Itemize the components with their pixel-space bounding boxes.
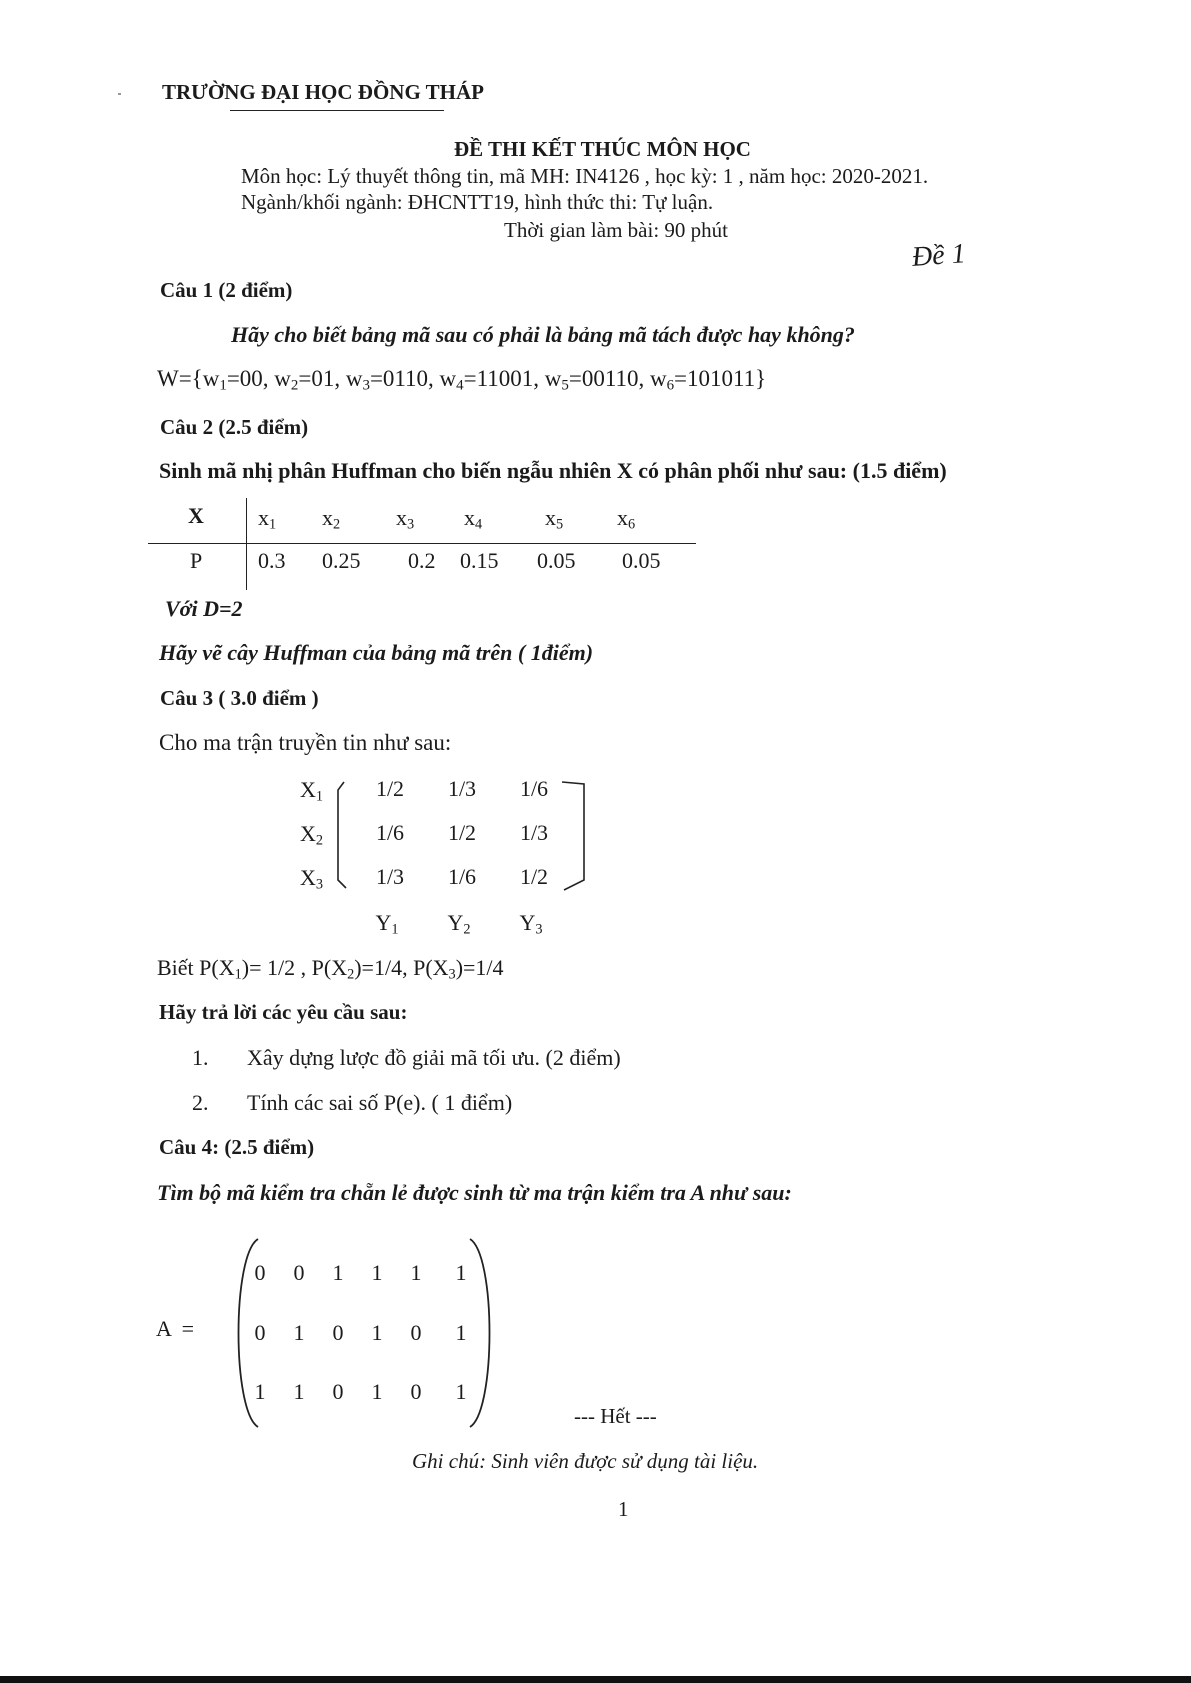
symbol-x6: $x_6$ <box>617 505 636 533</box>
symbol-x5: $x_5$ <box>545 505 564 533</box>
matrix-a-cell: 1 <box>371 1320 383 1345</box>
matrix-a-cell: 1 <box>455 1260 467 1285</box>
matrix-a-cell: 0 <box>293 1260 305 1285</box>
prob-x3: 0.2 <box>408 548 436 573</box>
matrix-a-label: A = <box>156 1316 195 1341</box>
page-number: 1 <box>618 1497 629 1521</box>
col-label-y3: $Y_3$ <box>519 910 543 938</box>
course-line: Môn học: Lý thuyết thông tin, mã MH: IN4126 , học kỳ: 1 , năm học: 2020-2021. <box>241 164 929 188</box>
matrix-a-cell: 1 <box>371 1260 383 1285</box>
q4-prompt: Tìm bộ mã kiểm tra chẵn lẻ được sinh từ ma trận kiểm tra A như sau: <box>157 1180 792 1205</box>
matrix-a-cell: 1 <box>254 1379 266 1404</box>
prob-x2: 0.25 <box>322 548 361 573</box>
matrix-a-cell: 1 <box>410 1260 422 1285</box>
university-name: TRƯỜNG ĐẠI HỌC ĐỒNG THÁP <box>162 80 485 104</box>
matrix-cell: 1/6 <box>519 776 549 801</box>
end-mark: --- Hết --- <box>574 1404 657 1428</box>
col-label-y1: $Y_1$ <box>375 910 399 938</box>
table-vertical-rule <box>246 498 247 590</box>
row-label-x2: $X_2$ <box>300 821 324 849</box>
matrix-cell: 1/3 <box>447 776 477 801</box>
q1-prompt: Hãy cho biết bảng mã sau có phải là bảng mã tách được hay không? <box>231 322 855 347</box>
prob-x4: 0.15 <box>460 548 499 573</box>
q1-code-set: $W=\{w_1=00$, $w_2=01$, $w_3=0110$, $w_4=11001$, $w_5=00110$, $w_6=101011$} <box>157 366 767 394</box>
matrix-a-cell: 0 <box>410 1320 422 1345</box>
q1-heading: Câu 1 (2 điểm) <box>160 278 293 302</box>
symbol-x3: $x_3$ <box>396 505 415 533</box>
matrix-a-cell: 1 <box>293 1320 305 1345</box>
q4-heading: Câu 4: (2.5 điểm) <box>159 1135 315 1159</box>
requirement-2-num: 2. <box>192 1090 209 1115</box>
col-label-y2: $Y_2$ <box>447 910 471 938</box>
prob-x5: 0.05 <box>537 548 576 573</box>
table-horizontal-rule <box>148 543 696 544</box>
base-note: Với D=2 <box>165 596 243 621</box>
row-label-x3: $X_3$ <box>300 865 324 893</box>
matrix-cell: 1/6 <box>375 820 405 845</box>
prob-x6: 0.05 <box>622 548 661 573</box>
prob-x1: 0.3 <box>258 548 286 573</box>
q3-heading: Câu 3 ( 3.0 điểm ) <box>160 686 319 710</box>
matrix-cell: 1/3 <box>519 820 549 845</box>
requirement-1-text: Xây dựng lược đồ giải mã tối ưu. (2 điểm) <box>247 1045 621 1070</box>
matrix-a-cell: 1 <box>332 1260 344 1285</box>
university-underline <box>230 110 444 111</box>
symbol-x1: $x_1$ <box>258 505 277 533</box>
q3-intro: Cho ma trận truyền tin như sau: <box>159 730 452 755</box>
matrix-cell: 1/2 <box>375 776 405 801</box>
q2-heading: Câu 2 (2.5 điểm) <box>160 415 309 439</box>
matrix-a-cell: 1 <box>293 1379 305 1404</box>
matrix-a-cell: 0 <box>254 1320 266 1345</box>
symbol-x4: $x_4$ <box>464 505 483 533</box>
table-label-p: P <box>190 548 203 573</box>
exam-title: ĐỀ THI KẾT THÚC MÔN HỌC <box>454 137 751 161</box>
matrix-cell: 1/6 <box>447 864 477 889</box>
requirement-1-num: 1. <box>192 1045 209 1070</box>
matrix-a-cell: 1 <box>455 1379 467 1404</box>
matrix-a-cell: 0 <box>410 1379 422 1404</box>
matrix-a-cell: 0 <box>332 1320 344 1345</box>
requirement-2-text: Tính các sai số P(e). ( 1 điểm) <box>247 1090 513 1115</box>
major-line: Ngành/khối ngành: ĐHCNTT19, hình thức thi: Tự luận. <box>241 190 714 214</box>
matrix-cell: 1/2 <box>519 864 549 889</box>
row-label-x1: $X_1$ <box>300 777 324 805</box>
requirements-title: Hãy trả lời các yêu cầu sau: <box>159 1000 408 1024</box>
matrix-cell: 1/3 <box>375 864 405 889</box>
matrix-a-cell: 1 <box>371 1379 383 1404</box>
matrix-a-cell: 0 <box>332 1379 344 1404</box>
handwritten-exam-code: Đề 1 <box>910 238 967 273</box>
q2-prompt: Sinh mã nhị phân Huffman cho biến ngẫu nhiên X có phân phối như sau: (1.5 điểm) <box>159 458 947 483</box>
time-line: Thời gian làm bài: 90 phút <box>504 218 728 242</box>
tree-prompt: Hãy vẽ cây Huffman của bảng mã trên ( 1điểm) <box>159 640 594 665</box>
matrix-a-cell: 1 <box>455 1320 467 1345</box>
prior-probabilities: Biết $P(X_1)= 1/2$ , $P(X_2)=1/4$, $P(X_3)=1/4$ <box>157 955 504 983</box>
symbol-x2: $x_2$ <box>322 505 341 533</box>
scan-border <box>0 1676 1191 1683</box>
scan-dot <box>118 93 121 95</box>
table-label-x: X <box>188 503 204 528</box>
matrix-cell: 1/2 <box>447 820 477 845</box>
matrix-a-cell: 0 <box>254 1260 266 1285</box>
footer-note: Ghi chú: Sinh viên được sử dụng tài liệu. <box>412 1449 759 1473</box>
